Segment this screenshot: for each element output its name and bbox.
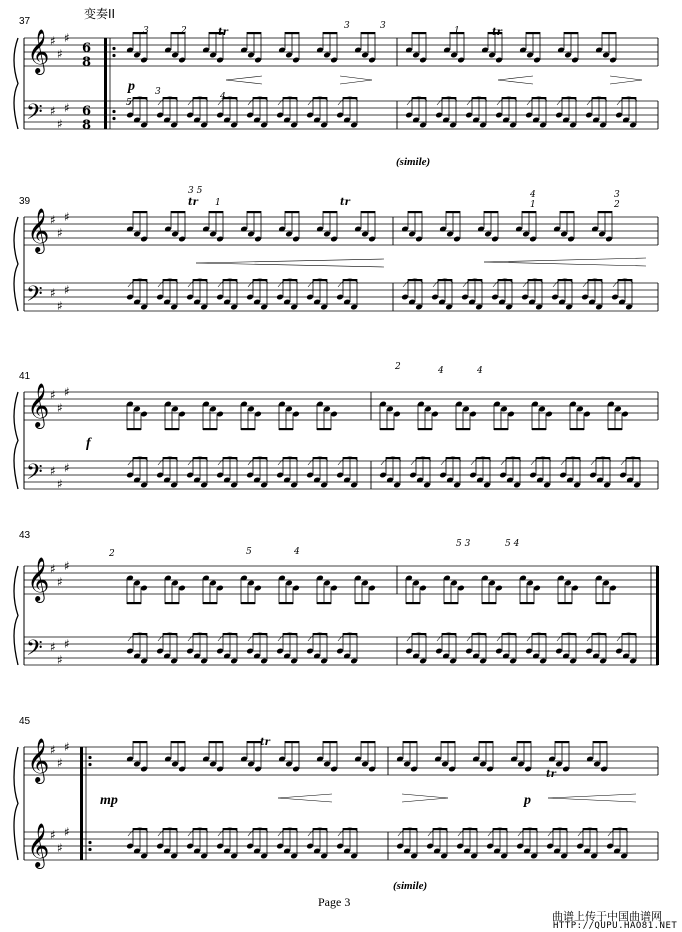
fingering: 1 [530,200,536,210]
treble-clef: 𝄞 [27,29,50,73]
fingering: 4 [438,366,444,376]
time-signature: 6 [82,41,92,56]
note-beam [165,602,179,604]
key-signature-sharp: ♯ [57,477,63,491]
note-beam [247,741,261,743]
trill-marking: tr [260,737,270,748]
note-beam [285,32,299,34]
repeat-dot [88,848,91,851]
treble-clef: 𝄞 [27,738,50,782]
measure-number: 41 [19,371,31,382]
key-signature-sharp: ♯ [50,388,56,402]
key-signature-sharp: ♯ [57,47,63,61]
key-signature-sharp: ♯ [50,743,56,757]
dynamic-marking: p [128,79,135,94]
note-beam [209,741,223,743]
time-signature: 6 [82,104,92,119]
note-beam [570,428,584,430]
key-signature-sharp: ♯ [50,34,56,48]
hairpin [548,798,636,802]
fingering: 1 [215,198,221,208]
repeat-dot [112,47,115,50]
note-beam [209,211,223,213]
note-beam [279,428,293,430]
note-beam [285,741,299,743]
fingering: 5 [126,98,132,108]
fingering: 3 5 [188,186,203,196]
key-signature-sharp: ♯ [64,637,70,651]
hairpin [340,80,372,84]
note-beam [403,741,417,743]
fingering: 4 [220,92,226,102]
treble-clef: 𝄞 [27,383,50,427]
key-signature-sharp: ♯ [50,562,56,576]
measure-number: 37 [19,16,31,27]
note-beam [171,741,185,743]
note-beam [127,602,141,604]
trill-marking: tr [492,27,502,38]
hairpin [196,259,384,263]
fingering: 2 [181,26,187,36]
note-beam [247,32,261,34]
simile-marking: (simile) [396,156,431,168]
key-signature-sharp: ♯ [64,101,70,115]
note-beam [361,741,375,743]
fingering: 4 [530,190,536,200]
note-beam [361,32,375,34]
key-signature-sharp: ♯ [57,401,63,415]
trill-marking: tr [546,769,556,780]
hairpin [498,80,533,84]
time-signature: 8 [82,118,92,133]
note-beam [596,602,610,604]
hairpin [610,76,642,80]
hairpin [226,80,262,84]
hairpin [278,794,332,798]
bass-clef: 𝄢 [26,460,43,490]
measure-number: 43 [19,530,31,541]
key-signature-sharp: ♯ [64,740,70,754]
hairpin [278,798,332,802]
repeat-dot [112,117,115,120]
note-beam [564,32,578,34]
note-beam [133,211,147,213]
note-beam [133,741,147,743]
key-signature-sharp: ♯ [50,640,56,654]
key-signature-sharp: ♯ [50,464,56,478]
key-signature-sharp: ♯ [57,575,63,589]
note-beam [418,428,432,430]
note-beam [171,211,185,213]
note-beam [526,32,540,34]
fingering: 3 [155,87,161,97]
note-beam [355,602,369,604]
key-signature-sharp: ♯ [50,213,56,227]
note-beam [241,602,255,604]
watermark-text: 曲谱上传于中国曲谱网 [552,910,662,923]
note-beam [241,428,255,430]
fingering: 2 [395,362,401,372]
note-beam [285,211,299,213]
note-beam [380,428,394,430]
hairpin [196,263,384,267]
fingering: 4 [477,366,483,376]
note-beam [406,602,420,604]
note-beam [608,428,622,430]
note-beam [494,428,508,430]
trill-marking: tr [340,197,350,208]
repeat-dot [88,841,91,844]
key-signature-sharp: ♯ [50,104,56,118]
repeat-dot [88,763,91,766]
repeat-dot [112,110,115,113]
note-beam [203,428,217,430]
note-beam [412,32,426,34]
fingering: 5 3 [456,539,471,549]
note-beam [446,211,460,213]
note-beam [247,211,261,213]
measure-number: 45 [19,716,31,727]
key-signature-sharp: ♯ [64,210,70,224]
repeat-barline [104,38,107,129]
note-beam [323,211,337,213]
measure-number: 39 [19,196,31,207]
note-beam [317,602,331,604]
note-beam [317,428,331,430]
bass-clef: 𝄢 [26,282,43,312]
hairpin [226,76,262,80]
trill-marking: tr [218,27,228,38]
fingering: 5 [246,547,252,557]
brace [14,747,18,860]
key-signature-sharp: ♯ [64,385,70,399]
key-signature-sharp: ♯ [64,461,70,475]
key-signature-sharp: ♯ [64,31,70,45]
hairpin [484,262,646,266]
dynamic-marking: p [524,793,531,808]
brace [14,38,18,129]
note-beam [520,602,534,604]
fingering: 3 [614,190,620,200]
bass-clef: 𝄢 [26,100,43,130]
note-beam [558,602,572,604]
hairpin [498,76,533,80]
trill-marking: tr [188,197,198,208]
key-signature-sharp: ♯ [57,226,63,240]
key-signature-sharp: ♯ [50,286,56,300]
repeat-barline [80,747,83,860]
note-beam [598,211,612,213]
fingering: 2 [614,200,620,210]
page-number: Page 3 [318,895,351,909]
note-beam [560,211,574,213]
note-beam [522,211,536,213]
hairpin [340,76,372,80]
note-beam [593,741,607,743]
key-signature-sharp: ♯ [64,559,70,573]
fingering: 5 4 [505,539,520,549]
note-beam [203,602,217,604]
key-signature-sharp: ♯ [57,653,63,667]
watermark-url: HTTP://QUPU.HAO81.NET [553,921,678,931]
hairpin [610,80,642,84]
key-signature-sharp: ♯ [57,841,63,855]
variation-title: 变奏II [84,7,116,21]
key-signature-sharp: ♯ [57,117,63,131]
repeat-dot [112,54,115,57]
fingering: 1 [454,26,460,36]
note-beam [279,602,293,604]
note-beam [441,741,455,743]
hairpin [402,798,448,802]
note-beam [361,211,375,213]
note-beam [127,428,141,430]
note-beam [444,602,458,604]
note-beam [602,32,616,34]
dynamic-marking: f [86,436,91,451]
simile-marking: (simile) [393,880,428,892]
note-beam [555,741,569,743]
fingering: 3 [380,21,386,31]
note-beam [323,741,337,743]
brace [14,217,18,311]
hairpin [402,794,448,798]
hairpin [548,794,636,798]
hairpin [484,258,646,262]
repeat-dot [88,756,91,759]
note-beam [323,32,337,34]
brace [14,566,18,665]
note-beam [408,211,422,213]
note-beam [517,741,531,743]
fingering: 3 [344,21,350,31]
fingering: 2 [109,549,115,559]
note-beam [165,428,179,430]
note-beam [482,602,496,604]
fingering: 4 [294,547,300,557]
key-signature-sharp: ♯ [64,825,70,839]
key-signature-sharp: ♯ [50,828,56,842]
note-beam [456,428,470,430]
bass-clef: 𝄢 [26,636,43,666]
note-beam [532,428,546,430]
treble-clef: 𝄞 [27,208,50,252]
fingering: 3 [143,26,149,36]
repeat-barline [656,566,659,665]
treble-clef: 𝄞 [27,823,50,867]
treble-clef: 𝄞 [27,557,50,601]
brace [14,392,18,489]
note-beam [484,211,498,213]
key-signature-sharp: ♯ [57,756,63,770]
time-signature: 8 [82,55,92,70]
key-signature-sharp: ♯ [64,283,70,297]
key-signature-sharp: ♯ [57,299,63,313]
dynamic-marking: mp [100,793,118,808]
note-beam [479,741,493,743]
